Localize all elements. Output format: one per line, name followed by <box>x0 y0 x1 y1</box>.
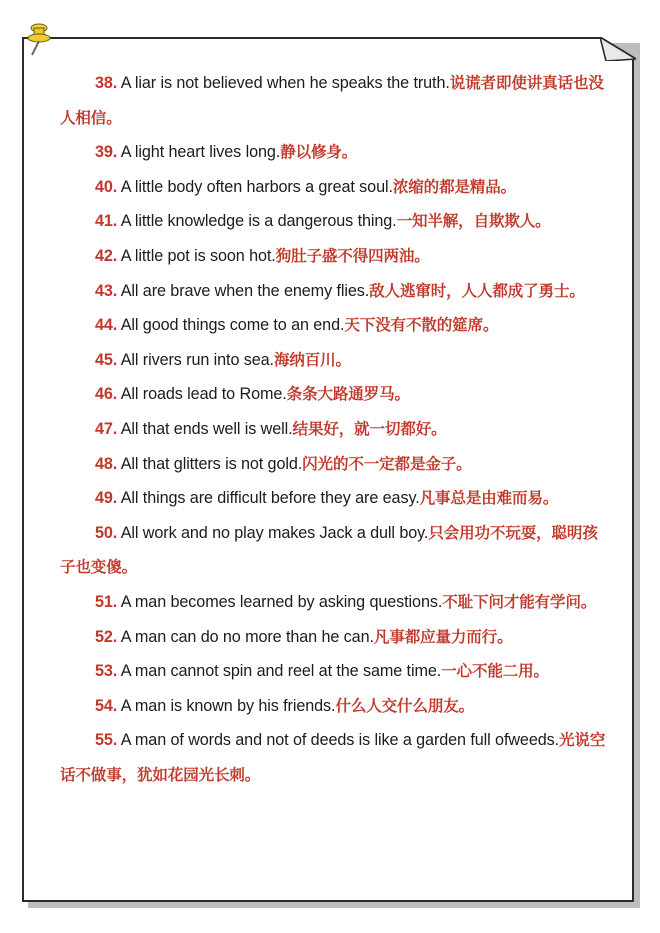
item-number: 41. <box>95 212 118 231</box>
list-item <box>60 654 608 689</box>
chinese-translation: 凡事总是由难而易。 <box>419 489 559 508</box>
english-proverb: All that ends well is well. <box>117 419 293 438</box>
item-number: 55. <box>95 731 118 750</box>
item-number: 46. <box>95 385 118 404</box>
chinese-translation: 海纳百川。 <box>273 350 351 369</box>
list-item <box>60 135 608 170</box>
chinese-translation: 一知半解，自欺欺人。 <box>396 212 551 231</box>
list-item <box>60 689 608 724</box>
chinese-translation: 什么人交什么朋友。 <box>335 696 475 715</box>
item-number: 45. <box>95 350 118 369</box>
item-number: 47. <box>95 419 118 438</box>
item-number: 52. <box>95 627 118 646</box>
list-item <box>60 66 608 135</box>
chinese-translation: 不耻下问才能有学问。 <box>442 592 597 611</box>
list-item <box>60 377 608 412</box>
english-proverb: A man of words and not of deeds is like a garden full ofweeds. <box>117 731 560 750</box>
chinese-translation: 浓缩的都是精品。 <box>392 177 517 196</box>
item-number: 48. <box>95 454 118 473</box>
item-number: 53. <box>95 662 118 681</box>
english-proverb: All rivers run into sea. <box>117 350 274 369</box>
english-proverb: All are brave when the enemy flies. <box>117 281 370 300</box>
english-proverb: A liar is not believed when he speaks the truth. <box>117 74 450 92</box>
item-number: 49. <box>95 489 118 508</box>
english-proverb: All that glitters is not gold. <box>117 454 303 473</box>
english-proverb: A little knowledge is a dangerous thing. <box>117 212 397 231</box>
chinese-translation: 凡事都应量力而行。 <box>373 627 513 646</box>
english-proverb: A man becomes learned by asking questions. <box>117 592 443 611</box>
chinese-translation: 条条大路通罗马。 <box>286 385 410 404</box>
english-proverb: A little pot is soon hot. <box>117 246 276 265</box>
proverb-list <box>60 66 608 792</box>
list-item <box>60 343 608 378</box>
item-number: 40. <box>95 177 118 196</box>
chinese-translation: 静以修身。 <box>280 143 358 162</box>
item-number: 54. <box>95 696 118 715</box>
list-item <box>60 239 608 274</box>
english-proverb: A man is known by his friends. <box>117 696 336 715</box>
english-proverb: A little body often harbors a great soul. <box>117 177 393 196</box>
list-item <box>60 516 608 585</box>
item-number: 43. <box>95 281 118 300</box>
list-item <box>60 274 608 309</box>
list-item <box>60 723 608 792</box>
item-number: 50. <box>95 523 118 542</box>
list-item <box>60 447 608 482</box>
list-item <box>60 308 608 343</box>
folded-corner-icon <box>600 37 636 61</box>
english-proverb: A man can do no more than he can. <box>117 627 374 646</box>
item-number: 39. <box>95 143 118 162</box>
chinese-translation: 结果好，就一切都好。 <box>292 419 447 438</box>
english-proverb: A light heart lives long. <box>117 143 281 162</box>
item-number: 51. <box>95 592 118 611</box>
english-proverb: All roads lead to Rome. <box>117 385 287 404</box>
chinese-translation: 闪光的不一定都是金子。 <box>302 454 472 473</box>
chinese-translation: 说谎者即使讲真话也没人相信。 <box>60 74 604 127</box>
list-item <box>60 620 608 655</box>
list-item <box>60 412 608 447</box>
chinese-translation: 敌人逃窜时，人人都成了勇士。 <box>369 281 585 300</box>
list-item <box>60 170 608 205</box>
chinese-translation: 只会用功不玩耍，聪明孩子也变傻。 <box>60 523 598 577</box>
english-proverb: All good things come to an end. <box>117 316 345 335</box>
chinese-translation: 天下没有不散的筵席。 <box>344 316 499 335</box>
item-number: 44. <box>95 316 118 335</box>
pushpin-icon <box>22 22 54 58</box>
chinese-translation: 一心不能二用。 <box>441 662 549 681</box>
english-proverb: A man cannot spin and reel at the same time. <box>117 662 442 681</box>
list-item <box>60 585 608 620</box>
chinese-translation: 光说空话不做事，犹如花园光长刺。 <box>60 731 606 784</box>
item-number: 38. <box>95 74 118 92</box>
item-number: 42. <box>95 246 118 265</box>
english-proverb: All things are difficult before they are easy. <box>117 489 420 508</box>
list-item <box>60 481 608 516</box>
list-item <box>60 204 608 239</box>
chinese-translation: 狗肚子盛不得四两油。 <box>275 246 430 265</box>
english-proverb: All work and no play makes Jack a dull boy. <box>117 523 429 542</box>
